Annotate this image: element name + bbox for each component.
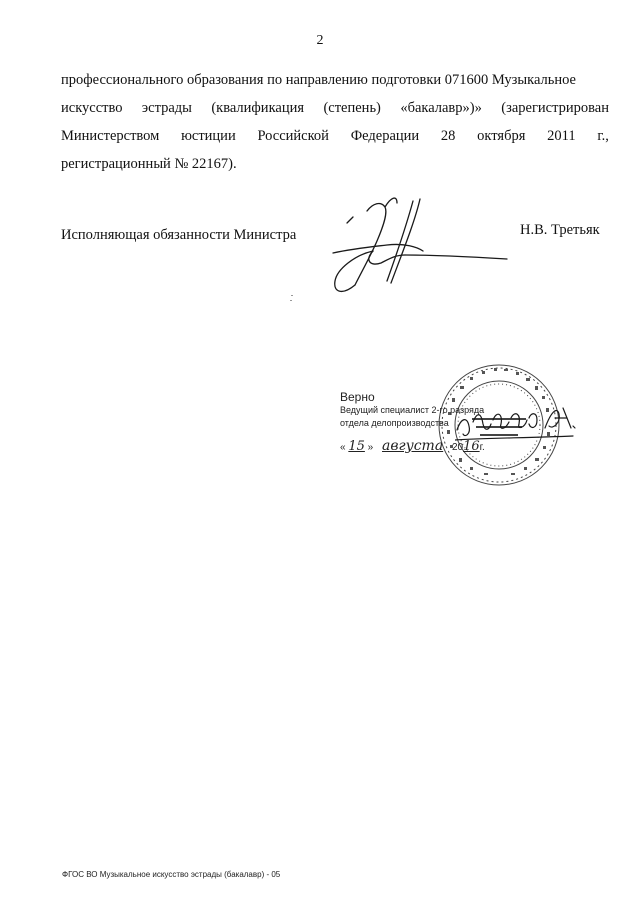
- body-word: Министерством: [61, 128, 160, 144]
- body-word: (зарегистрирован: [501, 100, 609, 116]
- date-close-quote: »: [367, 442, 374, 453]
- signer-role: Исполняющая обязанности Министра: [61, 227, 297, 243]
- body-word: г.,: [597, 128, 609, 144]
- body-word: Федерации: [350, 128, 420, 144]
- body-word: октября: [477, 128, 526, 144]
- body-paragraph: [61, 66, 609, 178]
- body-word: Российской: [257, 128, 329, 144]
- certifier-position-line-2: отдела делопроизводства: [340, 418, 449, 428]
- page-number: 2: [316, 33, 324, 48]
- body-line-1: профессионального образования по направлению подготовки 071600 Музыкальное: [61, 72, 576, 88]
- certifier-position-line-1: Ведущий специалист 2-го разряда: [340, 405, 485, 415]
- body-line-3: [61, 122, 609, 150]
- body-word: эстрады: [141, 100, 192, 116]
- scan-speck: [291, 295, 293, 296]
- scan-speck: [290, 300, 292, 301]
- certification-title: Верно: [340, 390, 375, 404]
- body-line-2: [61, 94, 609, 122]
- signer-name: Н.В. Третьяк: [520, 222, 600, 238]
- date-year-suffix: 16: [463, 439, 480, 454]
- body-word: «бакалавр»)»: [400, 100, 482, 116]
- body-word: искусство: [61, 100, 123, 116]
- body-word: 2011: [547, 128, 576, 144]
- date-year-prefix: 20: [451, 442, 464, 453]
- body-word: (квалификация: [211, 100, 305, 116]
- body-line-4: регистрационный № 22167).: [61, 156, 237, 172]
- body-word: юстиции: [181, 128, 236, 144]
- date-month: августа: [382, 438, 444, 454]
- date-day: 15: [348, 439, 365, 454]
- document-footer: ФГОС ВО Музыкальное искусство эстрады (бакалавр) - 05: [62, 870, 281, 879]
- handwritten-certifier-signature: [455, 400, 580, 470]
- body-word: 28: [440, 128, 456, 144]
- handwritten-signature: [325, 193, 515, 298]
- date-year-unit: г.: [479, 442, 485, 453]
- body-word: (степень): [323, 100, 381, 116]
- date-open-quote: «: [340, 442, 346, 453]
